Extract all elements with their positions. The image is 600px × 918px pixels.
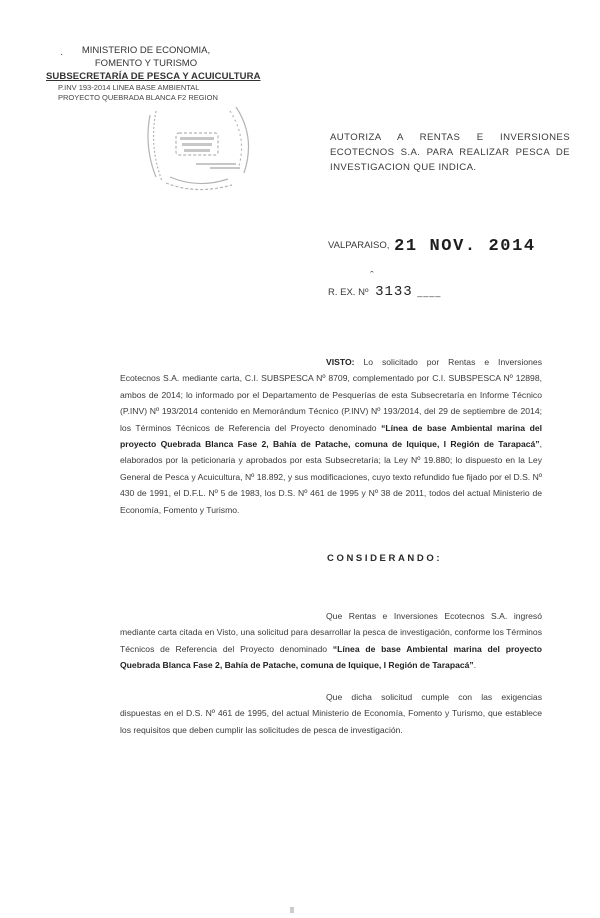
- considerando-paragraph-1: [120, 608, 542, 674]
- letterhead: [46, 44, 261, 103]
- resolution-date: 21 NOV. 2014: [394, 237, 536, 256]
- place-date: [328, 237, 536, 256]
- ministry-name-line1: MINISTERIO DE ECONOMIA,: [81, 45, 211, 56]
- visto-text-end: , elaborados por la peticionaria y aprobados por esta Subsecretaría; la Ley Nº 19.880; lo dispuesto en la Ley General de Pesca y Acuicultura, Nº 18.892, y sus modificaciones, cuyo texto refundido fue fijado por el D.S. Nº 430 de 1991, el D.F.L. Nº 5 de 1983, los D.S. Nº 461 de 1995 y Nº 38 de 2011, todos del actual Ministerio de Economía, Fomento y Turismo.: [120, 439, 542, 515]
- visto-text-start: Lo solicitado por Rentas e Inversiones Ecotecnos S.A. mediante carta, C.I. SUBSPESCA Nº 8709, complementado por C.I. SUBSPESCA Nº 12898, ambos de 2014; lo informado por el Departamento de Pesquerías de esta Subsecretaría en Informe Técnico (P.INV) Nº 193/2014 contenido en Memorándum Técnico (P.INV) Nº 193/2014, del 29 de septiembre de 2014; los Términos Técnicos de Referencia del Proyecto denominado: [120, 357, 543, 433]
- visto-paragraph: [120, 354, 542, 518]
- rex-label: R. EX. Nº: [328, 287, 369, 298]
- page-footer-mark: ÏÏ: [290, 908, 294, 915]
- resolution-subject: AUTORIZA A RENTAS E INVERSIONES ECOTECNOS S.A. PARA REALIZAR PESCA DE INVESTIGACION QUE INDICA.: [330, 132, 570, 173]
- reference-line1: P.INV 193-2014 LINEA BASE AMBIENTAL: [58, 83, 200, 92]
- rex-number: 3133: [375, 284, 413, 300]
- handwritten-mark: ˆ: [370, 270, 374, 282]
- official-seal-icon: [136, 97, 262, 197]
- considerando-1-text-end: .: [473, 660, 477, 671]
- subsecretaria-name: SUBSECRETARÍA DE PESCA Y ACUICULTURA: [46, 71, 261, 82]
- considerando-heading: CONSIDERANDO:: [327, 553, 443, 564]
- considerando-paragraph-2: Que dicha solicitud cumple con las exigencias dispuestas en el D.S. Nº 461 de 1995, del actual Ministerio de Economía, Fomento y Turismo, que establece los requisitos que deben cumplir las solicitudes de pesca de investigación.: [120, 692, 542, 735]
- rex-underline-dashes: ____: [417, 287, 442, 297]
- project-title: “Línea de base Ambiental marina del proyecto Quebrada Blanca Fase 2, Bahía de Patache, comuna de Iquique, I Región de Tarapacá”: [120, 422, 543, 450]
- place-city: VALPARAISO,: [328, 240, 390, 251]
- reference-line2: PROYECTO QUEBRADA BLANCA F2 REGION: [58, 93, 218, 102]
- resolution-number: [328, 270, 442, 300]
- considerando-1-project-title: “Línea de base Ambiental marina del proyecto Quebrada Blanca Fase 2, Bahía de Patache, comuna de Iquique, I Región de Tarapacá”: [120, 643, 542, 671]
- considerando-1-text-start: Que Rentas e Inversiones Ecotecnos S.A. ingresó mediante carta citada en Visto, una solicitud para desarrollar la pesca de investigación, conforme los Términos Técnicos de Referencia del Proyecto denominado: [120, 611, 542, 654]
- ministry-name-line2: FOMENTO Y TURISMO: [94, 58, 198, 69]
- visto-label: VISTO:: [326, 357, 355, 367]
- margin-mark: ·: [60, 49, 64, 60]
